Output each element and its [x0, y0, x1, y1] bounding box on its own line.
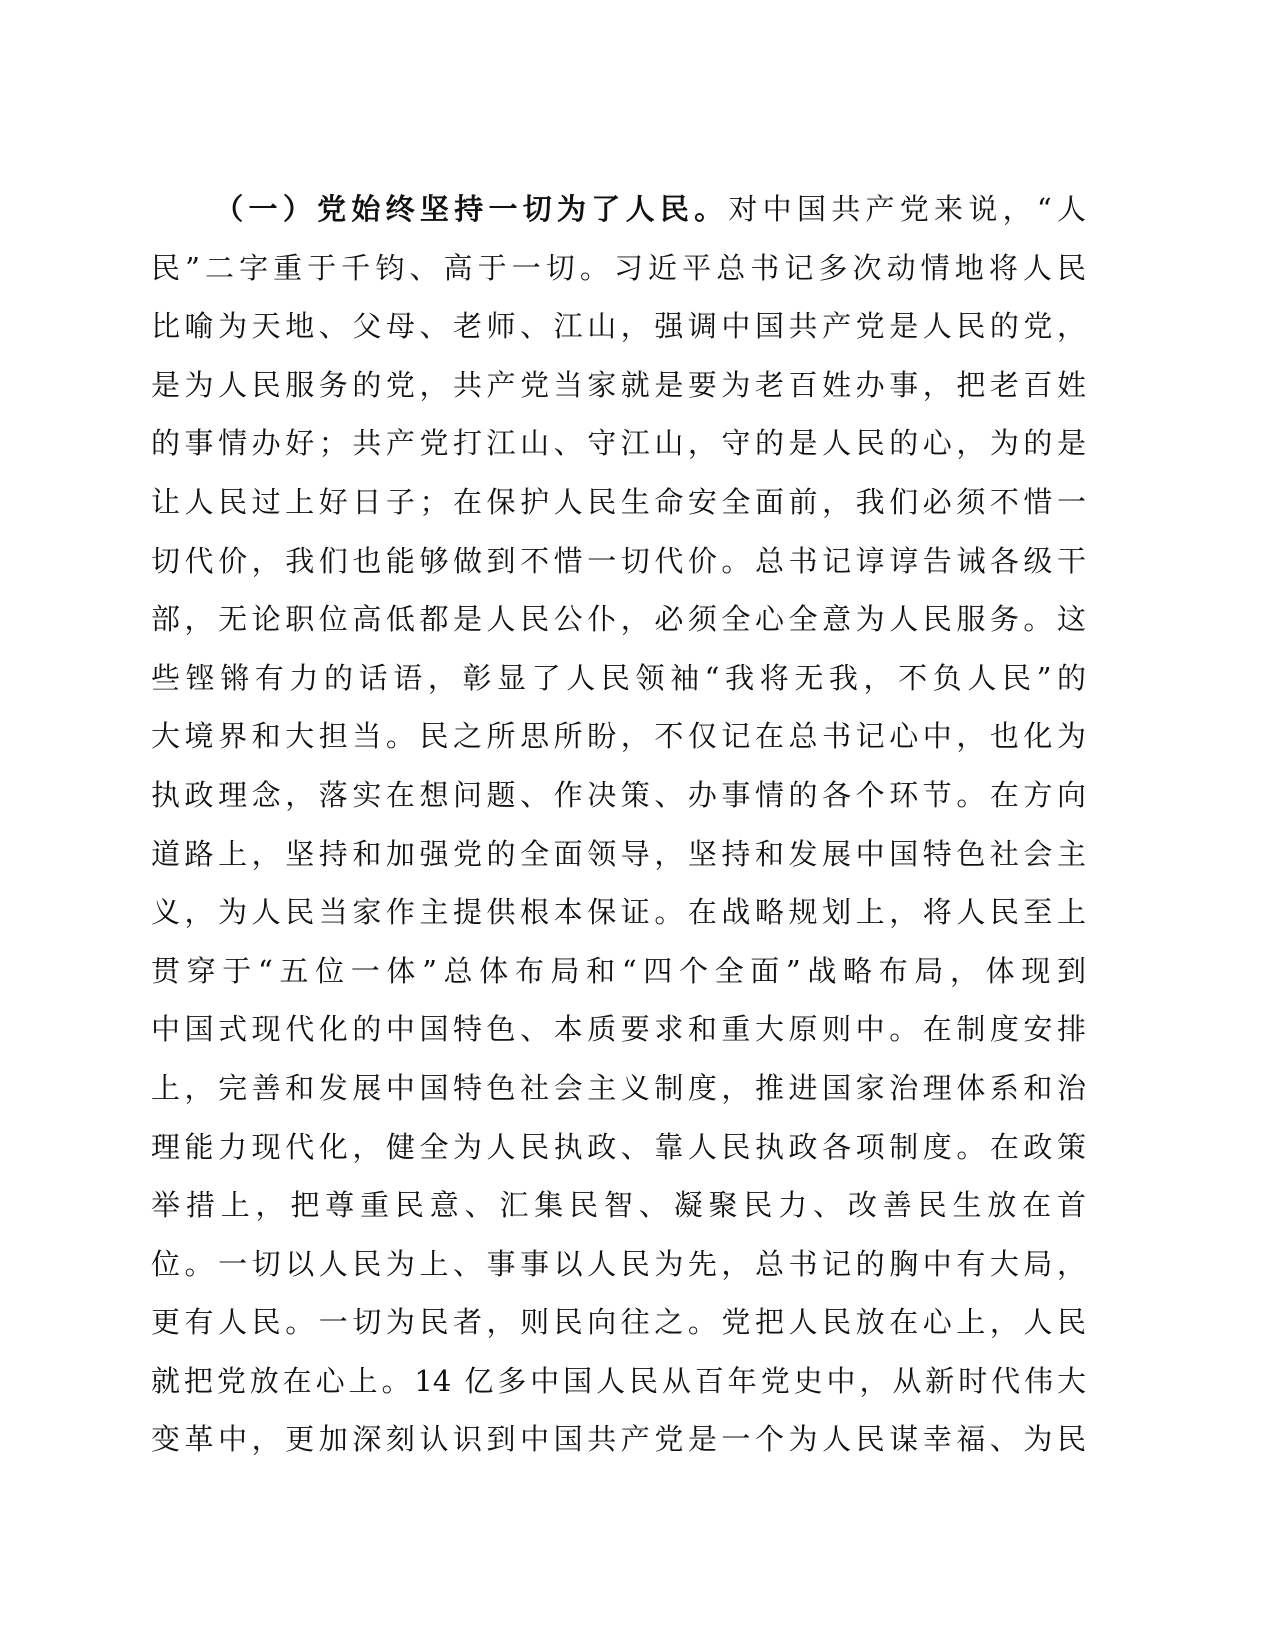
paragraph-line-13: 义，为人民当家作主提供根本保证。在战略规划上，将人民至上: [151, 895, 1086, 930]
document-body: [151, 180, 1086, 1469]
paragraph-line-12: 道路上，坚持和加强党的全面领导，坚持和发展中国特色社会主: [151, 836, 1086, 871]
paragraph-line-2: 民”二字重于千钧、高于一切。习近平总书记多次动情地将人民: [151, 250, 1086, 285]
paragraph-line-17: 理能力现代化，健全为人民执政、靠人民执政各项制度。在政策: [151, 1129, 1086, 1164]
paragraph-line-19: 位。一切以人民为上、事事以人民为先，总书记的胸中有大局，: [151, 1246, 1086, 1281]
paragraph-line-18: 举措上，把尊重民意、汇集民智、凝聚民力、改善民生放在首: [151, 1188, 1086, 1223]
paragraph-line-5: 的事情办好；共产党打江山、守江山，守的是人民的心，为的是: [151, 426, 1086, 461]
paragraph-line-7: 切代价，我们也能够做到不惜一切代价。总书记谆谆告诫各级干: [151, 543, 1086, 578]
paragraph-line-21: 就把党放在心上。14 亿多中国人民从百年党史中，从新时代伟大: [151, 1363, 1086, 1398]
paragraph-line-6: 让人民过上好日子；在保护人民生命安全面前，我们必须不惜一: [151, 484, 1086, 519]
paragraph-line-11: 执政理念，落实在想问题、作决策、办事情的各个环节。在方向: [151, 777, 1086, 812]
line-text: 对中国共产党来说，“人: [728, 192, 1086, 226]
paragraph-line-22: 变革中，更加深刻认识到中国共产党是一个为人民谋幸福、为民: [151, 1422, 1086, 1457]
paragraph-line-10: 大境界和大担当。民之所思所盼，不仅记在总书记心中，也化为: [151, 719, 1086, 754]
paragraph-line-4: 是为人民服务的党，共产党当家就是要为老百姓办事，把老百姓: [151, 367, 1086, 402]
paragraph-line-8: 部，无论职位高低都是人民公仆，必须全心全意为人民服务。这: [151, 602, 1086, 637]
paragraph-line-3: 比喻为天地、父母、老师、江山，强调中国共产党是人民的党，: [151, 309, 1086, 344]
paragraph-line-15: 中国式现代化的中国特色、本质要求和重大原则中。在制度安排: [151, 1012, 1086, 1047]
paragraph-line-14: 贯穿于“五位一体”总体布局和“四个全面”战略布局，体现到: [151, 953, 1086, 988]
paragraph-line-9: 些铿锵有力的话语，彰显了人民领袖“我将无我，不负人民”的: [151, 660, 1086, 695]
paragraph-line-20: 更有人民。一切为民者，则民向往之。党把人民放在心上，人民: [151, 1305, 1086, 1340]
paragraph-line-16: 上，完善和发展中国特色社会主义制度，推进国家治理体系和治: [151, 1070, 1086, 1105]
section-heading: （一）党始终坚持一切为了人民。: [209, 192, 729, 226]
paragraph-line-1: [151, 180, 1086, 239]
